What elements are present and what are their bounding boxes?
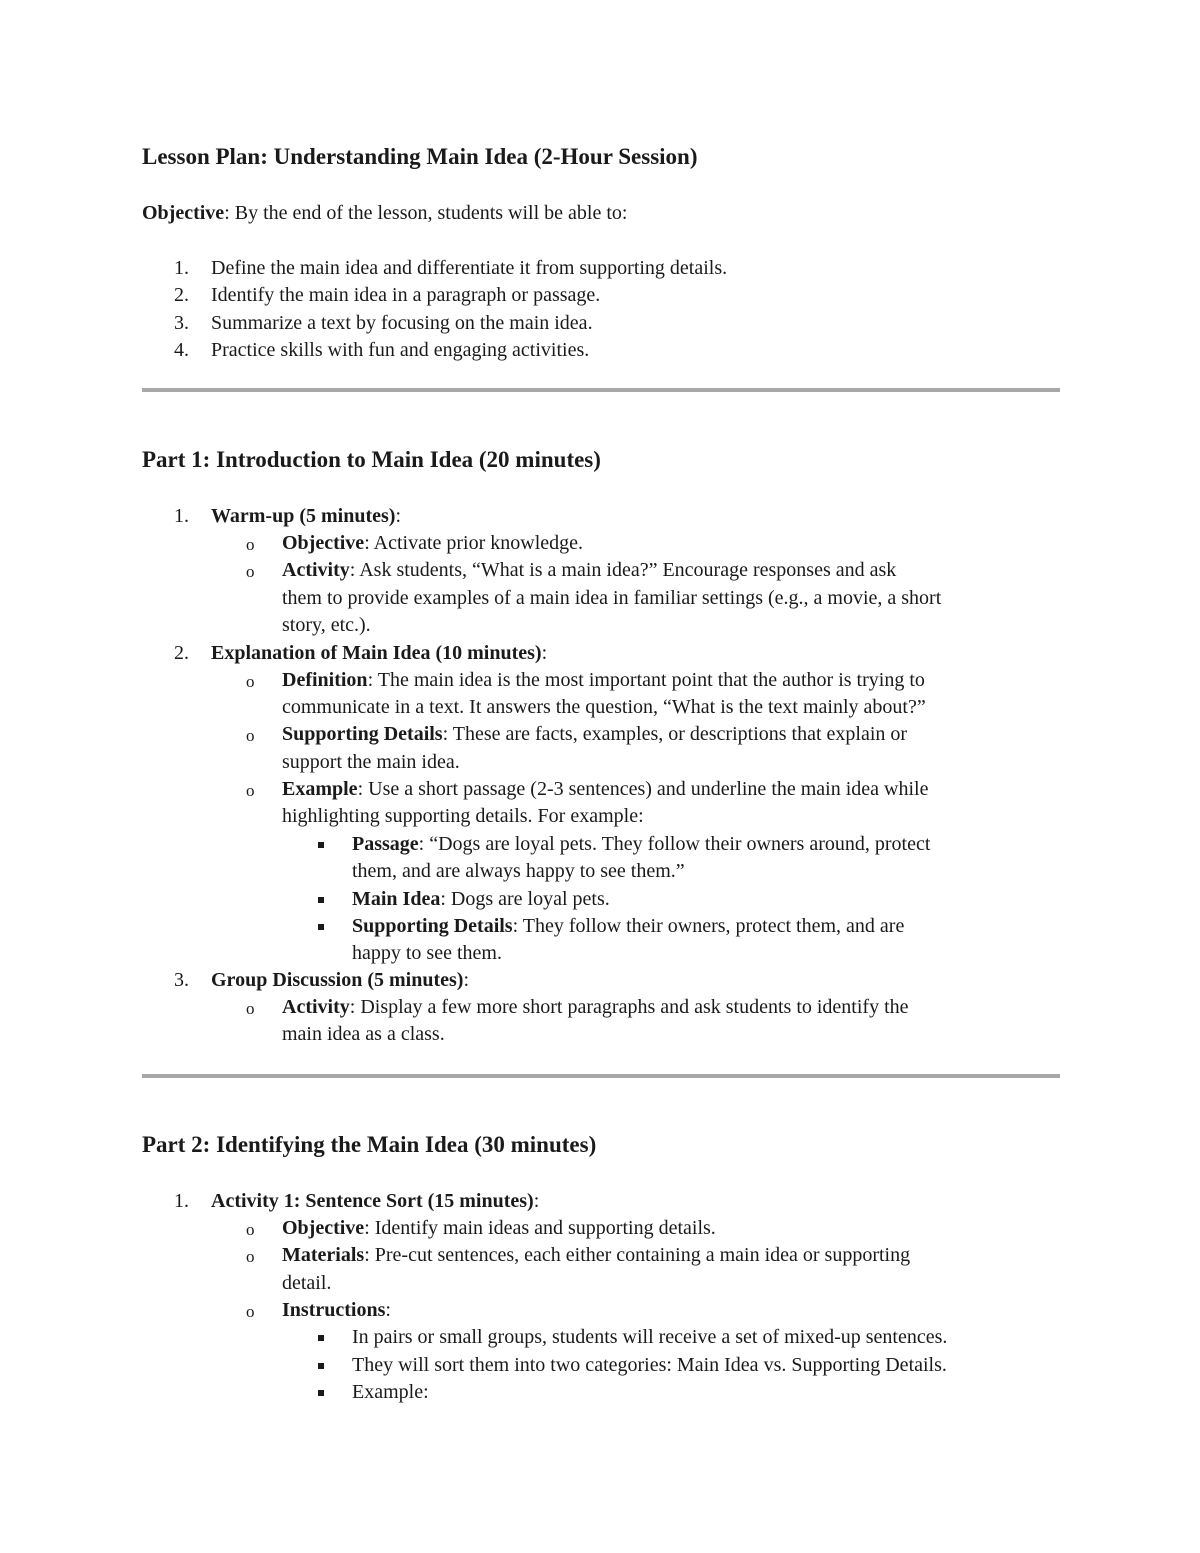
warmup-activity: Activity: Ask students, “What is a main idea?” Encourage responses and ask (282, 559, 897, 581)
details-line: Supporting Details: They follow their owners, protect them, and are (352, 915, 905, 937)
list-number: 4. (174, 339, 189, 361)
objective-line (142, 200, 627, 227)
discussion-activity-cont: main idea as a class. (282, 1023, 445, 1045)
circle-bullet-icon: o (246, 781, 255, 800)
circle-bullet-icon: o (246, 1302, 255, 1321)
warmup-label: Warm-up (5 minutes) (211, 505, 396, 527)
explanation-heading: Explanation of Main Idea (10 minutes): (211, 642, 548, 664)
objective-item-4: Practice skills with fun and engaging activities. (211, 339, 590, 361)
activity1-heading: Activity 1: Sentence Sort (15 minutes): (211, 1190, 540, 1212)
square-bullet-icon (318, 1390, 324, 1396)
instruction-item: In pairs or small groups, students will receive a set of mixed-up sentences. (352, 1326, 948, 1348)
passage-line: Passage: “Dogs are loyal pets. They follow their owners around, protect (352, 833, 931, 855)
definition-line: Definition: The main idea is the most important point that the author is trying to (282, 669, 925, 691)
circle-bullet-icon: o (246, 726, 255, 745)
page-title: Lesson Plan: Understanding Main Idea (2-Hour Session) (142, 144, 698, 169)
warmup-objective: Objective: Activate prior knowledge. (282, 532, 584, 554)
warmup-heading: Warm-up (5 minutes): (211, 505, 402, 527)
square-bullet-icon (318, 897, 324, 903)
square-bullet-icon (318, 1363, 324, 1369)
warmup-activity-cont: them to provide examples of a main idea in familiar settings (e.g., a movie, a short (282, 587, 942, 609)
warmup-activity-cont: story, etc.). (282, 614, 371, 636)
circle-bullet-icon: o (246, 1247, 255, 1266)
horizontal-rule (142, 388, 1060, 392)
circle-bullet-icon: o (246, 562, 255, 581)
list-number: 2. (174, 642, 189, 664)
main-idea-line: Main Idea: Dogs are loyal pets. (352, 888, 610, 910)
activity1-materials: Materials: Pre-cut sentences, each either containing a main idea or supporting (282, 1244, 911, 1266)
part2-heading: Part 2: Identifying the Main Idea (30 minutes) (142, 1132, 597, 1157)
discussion-heading: Group Discussion (5 minutes): (211, 969, 470, 991)
circle-bullet-icon: o (246, 672, 255, 691)
passage-line-cont: them, and are always happy to see them.” (352, 860, 685, 882)
list-number: 3. (174, 312, 189, 334)
details-line-cont: happy to see them. (352, 942, 502, 964)
circle-bullet-icon: o (246, 535, 255, 554)
activity1-instructions: Instructions: (282, 1299, 391, 1321)
list-number: 1. (174, 1190, 189, 1212)
example-line: Example: Use a short passage (2-3 sentences) and underline the main idea while (282, 778, 929, 800)
square-bullet-icon (318, 924, 324, 930)
part1-heading: Part 1: Introduction to Main Idea (20 minutes) (142, 447, 601, 472)
list-number: 3. (174, 969, 189, 991)
objective-label: Objective (142, 202, 225, 224)
list-number: 1. (174, 505, 189, 527)
list-number: 2. (174, 284, 189, 306)
circle-bullet-icon: o (246, 999, 255, 1018)
activity1-objective: Objective: Identify main ideas and supporting details. (282, 1217, 716, 1239)
objective-item-1: Define the main idea and differentiate it from supporting details. (211, 257, 728, 279)
square-bullet-icon (318, 1335, 324, 1341)
horizontal-rule (142, 1074, 1060, 1078)
activity1-materials-cont: detail. (282, 1272, 332, 1294)
discussion-activity: Activity: Display a few more short paragraphs and ask students to identify the (282, 996, 909, 1018)
supporting-line: Supporting Details: These are facts, examples, or descriptions that explain or (282, 723, 908, 745)
example-line-cont: highlighting supporting details. For example: (282, 805, 644, 827)
supporting-line-cont: support the main idea. (282, 751, 460, 773)
circle-bullet-icon: o (246, 1220, 255, 1239)
square-bullet-icon (318, 842, 324, 848)
definition-line-cont: communicate in a text. It answers the question, “What is the text mainly about?” (282, 696, 926, 718)
instruction-item: They will sort them into two categories: Main Idea vs. Supporting Details. (352, 1354, 947, 1376)
objective-text: : By the end of the lesson, students will be able to: (224, 202, 628, 224)
objective-item-3: Summarize a text by focusing on the main idea. (211, 312, 593, 334)
objective-item-2: Identify the main idea in a paragraph or passage. (211, 284, 601, 306)
list-number: 1. (174, 257, 189, 279)
instruction-item: Example: (352, 1381, 429, 1403)
